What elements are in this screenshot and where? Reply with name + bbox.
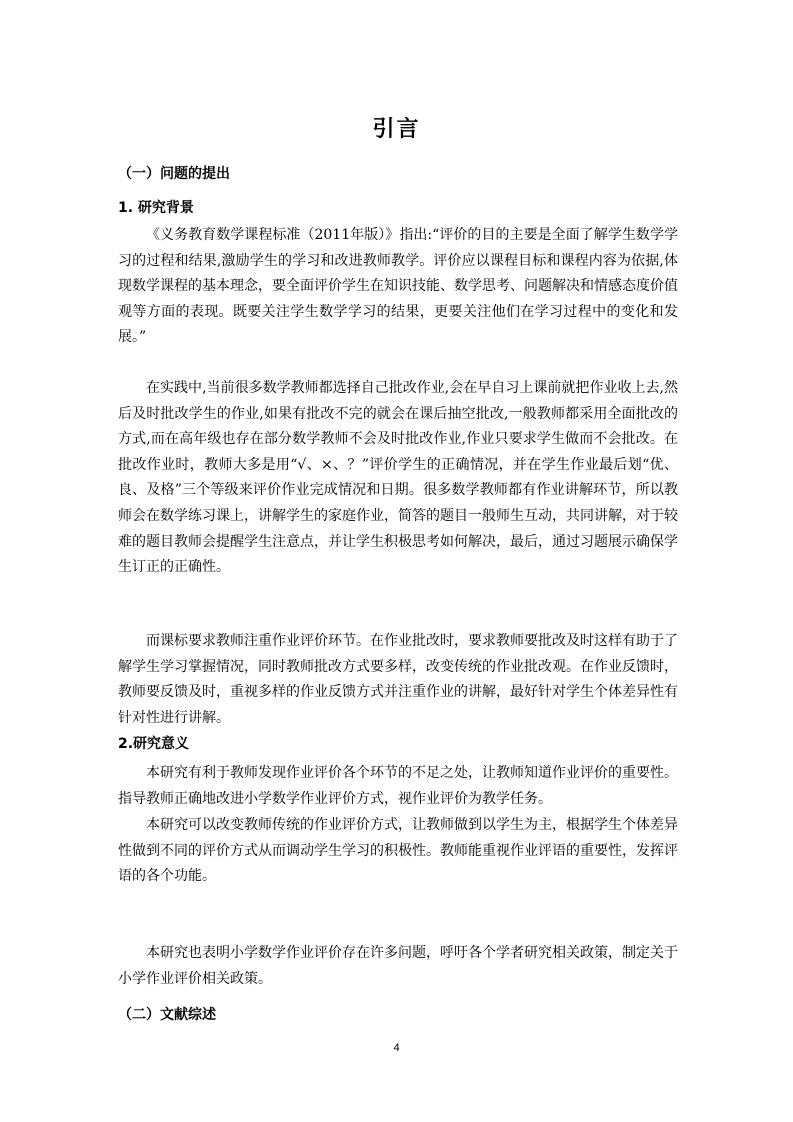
subsection-heading-background: 1. 研究背景 bbox=[118, 200, 194, 216]
page-number: 4 bbox=[393, 1042, 400, 1054]
paragraph-significance-3: 本研究也表明小学数学作业评价存在许多问题，呼吁各个学者研究相关政策，制定关于小学作业评价相关政策。 bbox=[118, 945, 678, 987]
paragraph-curriculum-standard: 《义务教育数学课程标准（2011年版）》指出:“评价的目的主要是全面了解学生数学学习的过程和结果,激励学生的学习和改进教师教学。评价应以课程目标和课程内容为依据,体现数学课程的基本理念，要全面评价学生在知识技能、数学思考、问题解决和情感态度价值观等方面的表现。既要关注学生数学学习的结果，更要关注他们在学习过程中的变化和发展。” bbox=[118, 227, 678, 346]
paragraph-curriculum-requirements: 而课标要求教师注重作业评价环节。在作业批改时，要求教师要批改及时这样有助于了解学生学习掌握情况，同时教师批改方式要多样，改变传统的作业批改观。在作业反馈时，教师要反馈及时，重视多样的作业反馈方式并注重作业的讲解，最好针对学生个体差异性有针对性进行讲解。 bbox=[118, 633, 678, 726]
section-heading-literature-review: （二）文献综述 bbox=[118, 1007, 216, 1023]
paragraph-significance-2: 本研究可以改变教师传统的作业评价方式，让教师做到以学生为主，根据学生个体差异性做到不同的评价方式从而调动学生学习的积极性。教师能重视作业评语的重要性，发挥评语的各个功能。 bbox=[118, 817, 678, 885]
document-title: 引言 bbox=[372, 117, 421, 142]
section-heading-problem: （一）问题的提出 bbox=[118, 166, 230, 182]
subsection-heading-significance: 2.研究意义 bbox=[118, 736, 190, 752]
paragraph-practice: 在实践中,当前很多数学教师都选择自己批改作业,会在早自习上课前就把作业收上去,然后及时批改学生的作业,如果有批改不完的就会在课后抽空批改,一般教师都采用全面批改的方式,而在高年级也存在部分数学教师不会及时批改作业,作业只要求学生做而不会批改。在批改作业时，教师大多是用“√、×、？”评价学生的正确情况，并在学生作业最后划“优、良、及格”三个等级来评价作业完成情况和日期。很多数学教师都有作业讲解环节，所以教师会在数学练习课上，讲解学生的家庭作业，简答的题目一般师生互动，共同讲解，对于较难的题目教师会提醒学生注意点，并让学生积极思考如何解决，最后，通过习题展示确保学生订正的正确性。 bbox=[118, 380, 678, 576]
paragraph-significance-1: 本研究有利于教师发现作业评价各个环节的不足之处，让教师知道作业评价的重要性。指导教师正确地改进小学数学作业评价方式，视作业评价为教学任务。 bbox=[118, 765, 678, 807]
